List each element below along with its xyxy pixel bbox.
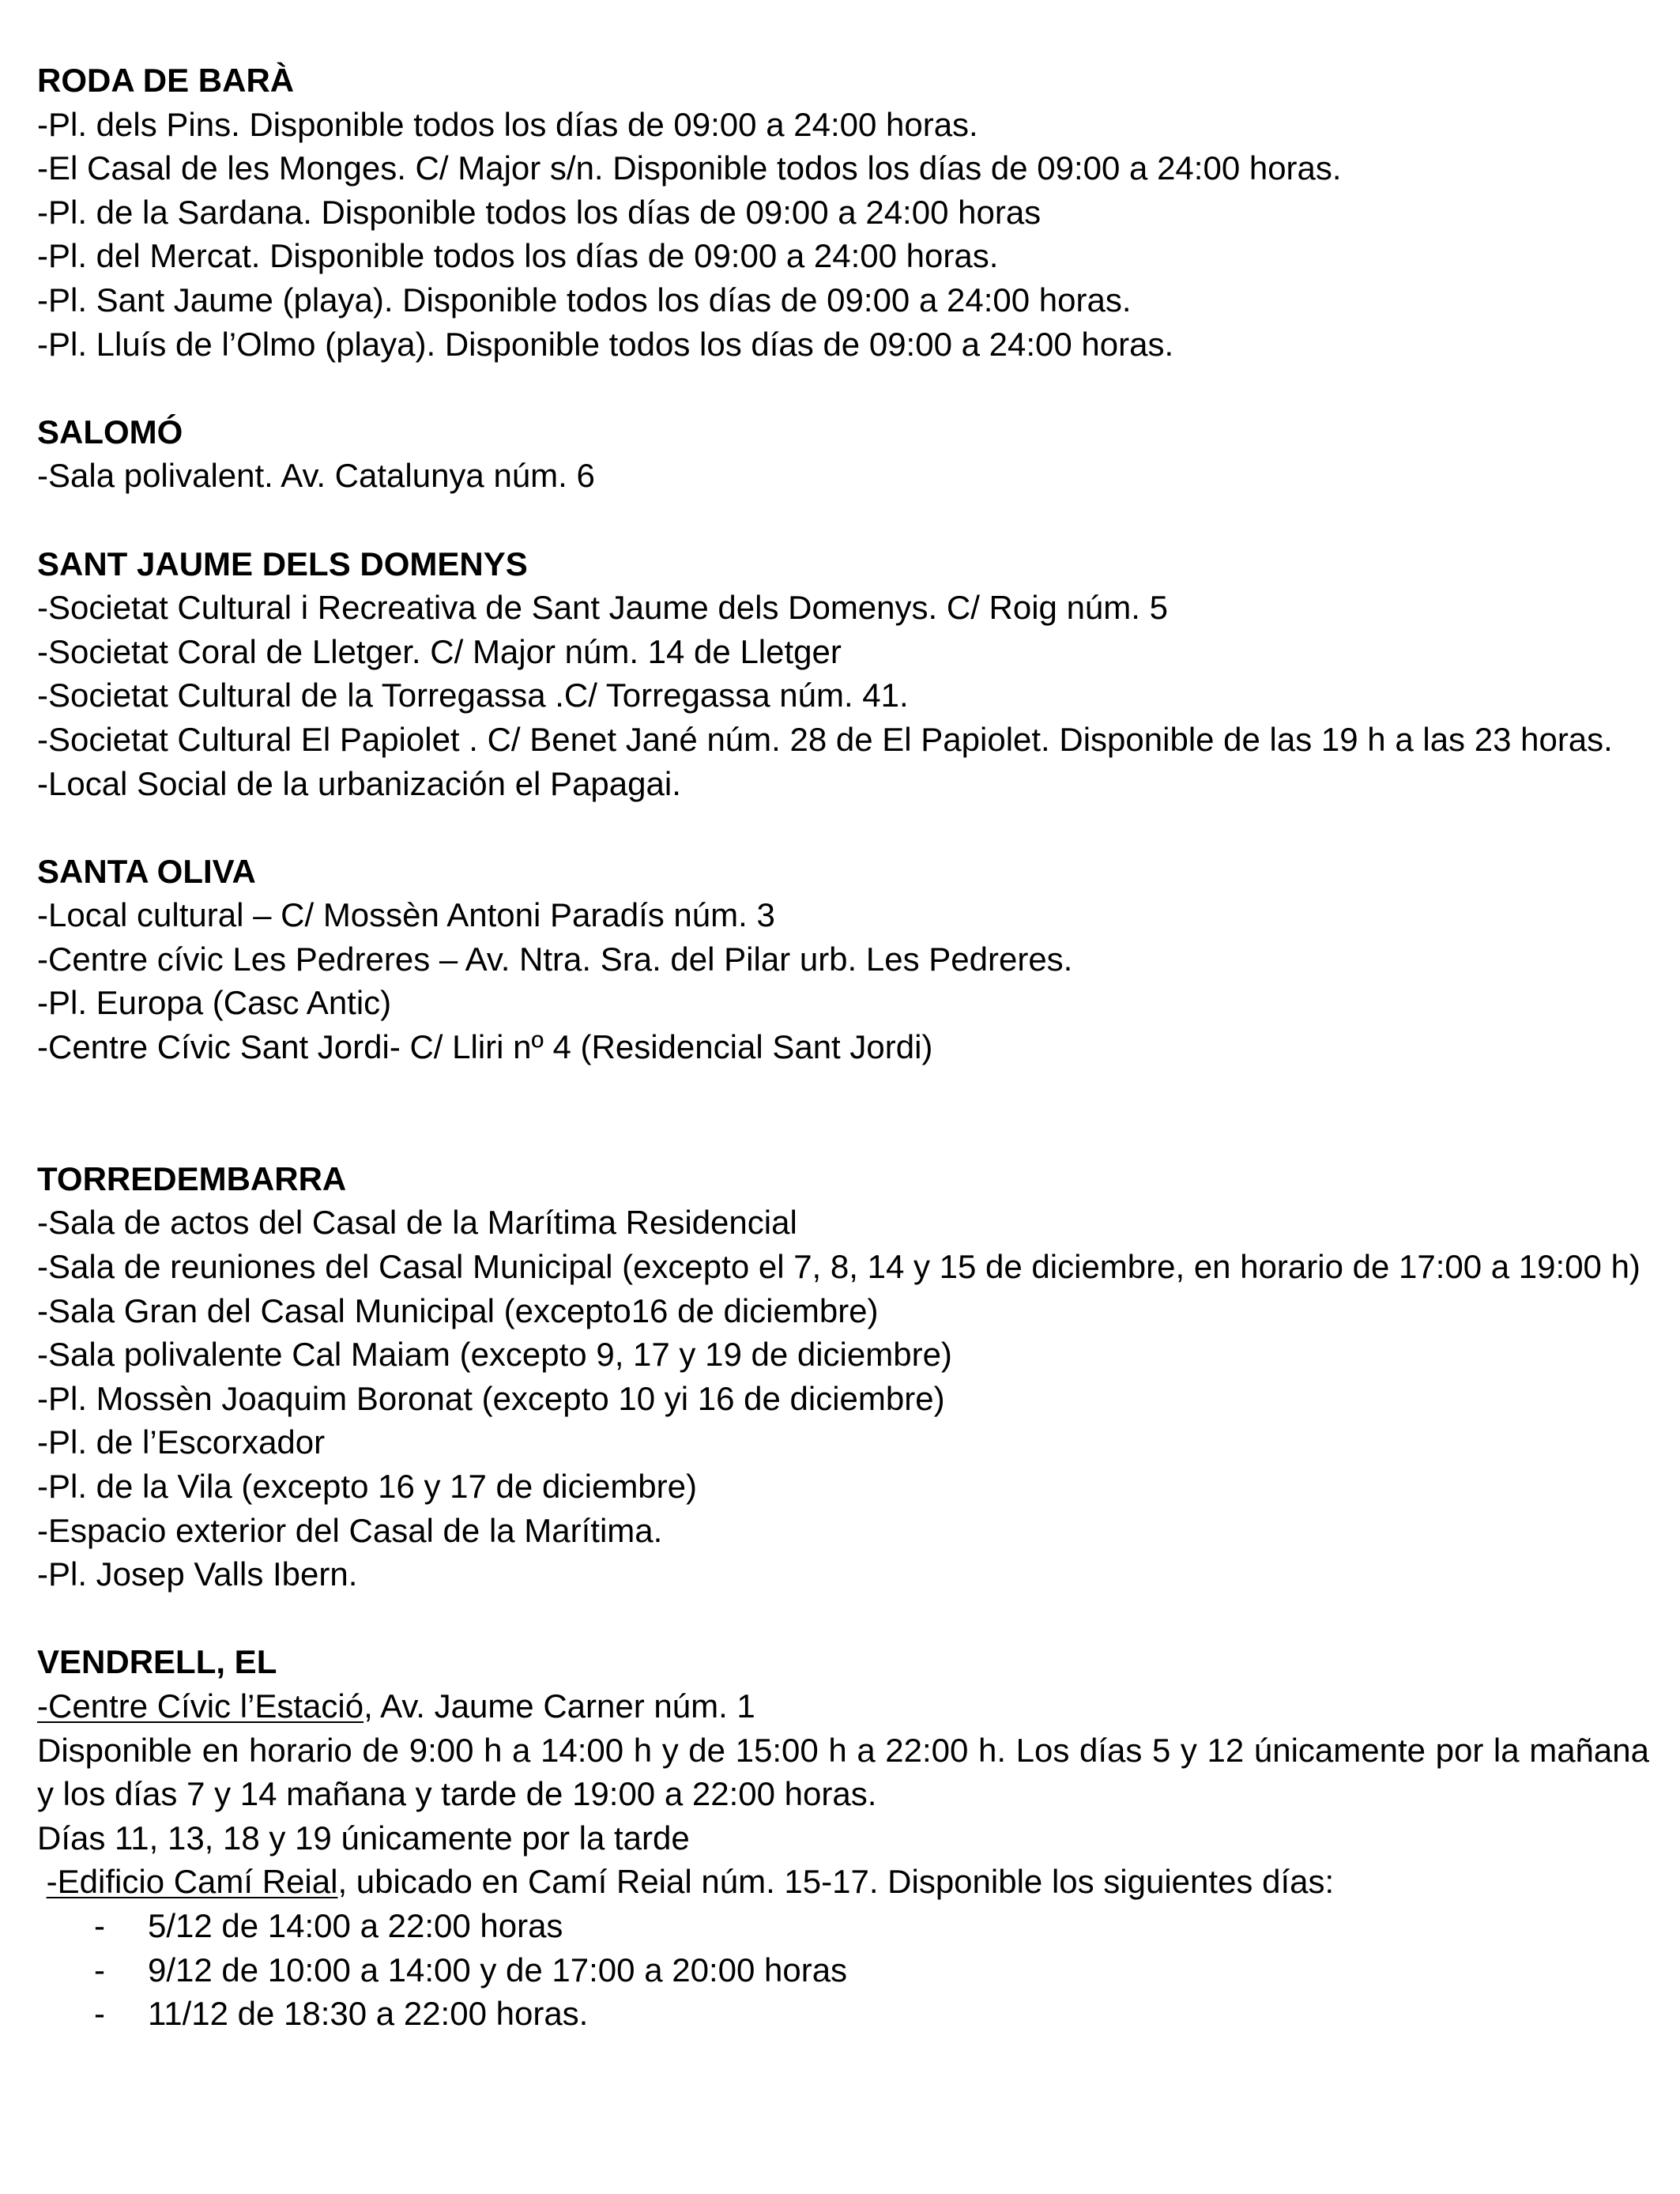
list-item [37,1860,1649,1904]
list-item: -Centre cívic Les Pedreres – Av. Ntra. Sra. del Pilar urb. Les Pedreres. [37,940,1073,978]
bullet-dash: - [94,1995,105,2033]
section-heading: SALOMÓ [37,413,183,450]
list-item: -Pl. Europa (Casc Antic) [37,984,392,1022]
venue-address: , ubicado en Camí Reial núm. 15-17. Disponible los siguientes días: [337,1863,1335,1901]
date-item [37,1992,1649,2036]
list-item: -Espacio exterior del Casal de la Marítima. [37,1511,663,1549]
section-heading: TORREDEMBARRA [37,1159,347,1197]
venue-address: , Av. Jaume Carner núm. 1 [363,1687,755,1725]
section-santa-oliva [37,850,1649,1069]
section-heading: SANTA OLIVA [37,852,256,890]
list-item: -Pl. Josep Valls Ibern. [37,1555,358,1593]
bullet-dash: - [94,1951,105,1989]
section-sant-jaume-dels-domenys [37,542,1649,806]
availability-text: Días 11, 13, 18 y 19 únicamente por la tarde [37,1819,690,1857]
list-item: -Pl. dels Pins. Disponible todos los días de 09:00 a 24:00 horas. [37,105,978,143]
list-item: -Sala polivalente Cal Maiam (excepto 9, 17 y 19 de diciembre) [37,1336,952,1374]
dates-list [37,1904,1649,2036]
list-item: -Pl. de l’Escorxador [37,1423,326,1461]
date-text: 9/12 de 10:00 a 14:00 y de 17:00 a 20:00 horas [148,1951,848,1989]
date-item [37,1948,1649,1992]
date-item [37,1904,1649,1948]
list-item: -Societat Cultural i Recreativa de Sant Jaume dels Domenys. C/ Roig núm. 5 [37,589,1168,627]
list-item: -Sala de reuniones del Casal Municipal (excepto el 7, 8, 14 y 15 de diciembre, en horario de 17:00 a 19:00 h) [37,1248,1640,1286]
date-text: 11/12 de 18:30 a 22:00 horas. [148,1995,589,2033]
list-item: -Pl. Lluís de l’Olmo (playa). Disponible todos los días de 09:00 a 24:00 horas. [37,325,1174,363]
availability-text: Disponible en horario de 9:00 h a 14:00 h y de 15:00 h a 22:00 h. Los días 5 y 12 únicamente por la mañana y los días 7 y 14 mañana y tarde de 19:00 a 22:00 horas. [37,1731,1649,1813]
venue-name-edificio-cami-reial: -Edificio Camí Reial [46,1863,338,1901]
bullet-dash: - [94,1906,105,1944]
list-item: -Pl. Sant Jaume (playa). Disponible todos los días de 09:00 a 24:00 horas. [37,281,1132,319]
list-item [37,1684,1649,1728]
section-heading: SANT JAUME DELS DOMENYS [37,545,528,582]
section-salomo [37,410,1649,498]
list-item: -Sala polivalent. Av. Catalunya núm. 6 [37,457,595,495]
section-roda-de-bara [37,58,1649,366]
list-item: -Societat Coral de Lletger. C/ Major núm. 14 de Lletger [37,632,842,670]
list-item: -Pl. del Mercat. Disponible todos los días de 09:00 a 24:00 horas. [37,237,999,275]
list-item: -Pl. de la Sardana. Disponible todos los días de 09:00 a 24:00 horas [37,193,1042,231]
list-item: -Societat Cultural El Papiolet . C/ Benet Jané núm. 28 de El Papiolet. Disponible de las 19 h a las 23 horas. [37,720,1613,758]
leading-space [37,1863,47,1900]
section-torredembarra [37,1157,1649,1596]
list-item: -Centre Cívic Sant Jordi- C/ Lliri nº 4 (Residencial Sant Jordi) [37,1028,933,1066]
list-item: -Sala de actos del Casal de la Marítima Residencial [37,1204,797,1242]
list-item: -Local cultural – C/ Mossèn Antoni Paradís núm. 3 [37,896,775,934]
venue-name-centre-civic-estacio: -Centre Cívic l’Estació [37,1687,364,1725]
list-item: -Societat Cultural de la Torregassa .C/ Torregassa núm. 41. [37,677,909,714]
list-item: -Sala Gran del Casal Municipal (excepto16 de diciembre) [37,1291,879,1329]
list-item: -Local Social de la urbanización el Papagai. [37,764,681,802]
section-heading: RODA DE BARÀ [37,62,295,99]
list-item: -El Casal de les Monges. C/ Major s/n. Disponible todos los días de 09:00 a 24:00 horas. [37,149,1342,187]
section-vendrell-el [37,1640,1649,2035]
section-heading: VENDRELL, EL [37,1643,277,1681]
list-item: -Pl. de la Vila (excepto 16 y 17 de diciembre) [37,1468,697,1505]
list-item: -Pl. Mossèn Joaquim Boronat (excepto 10 yi 16 de diciembre) [37,1379,945,1417]
date-text: 5/12 de 14:00 a 22:00 horas [148,1906,563,1944]
document-page [37,58,1649,2036]
